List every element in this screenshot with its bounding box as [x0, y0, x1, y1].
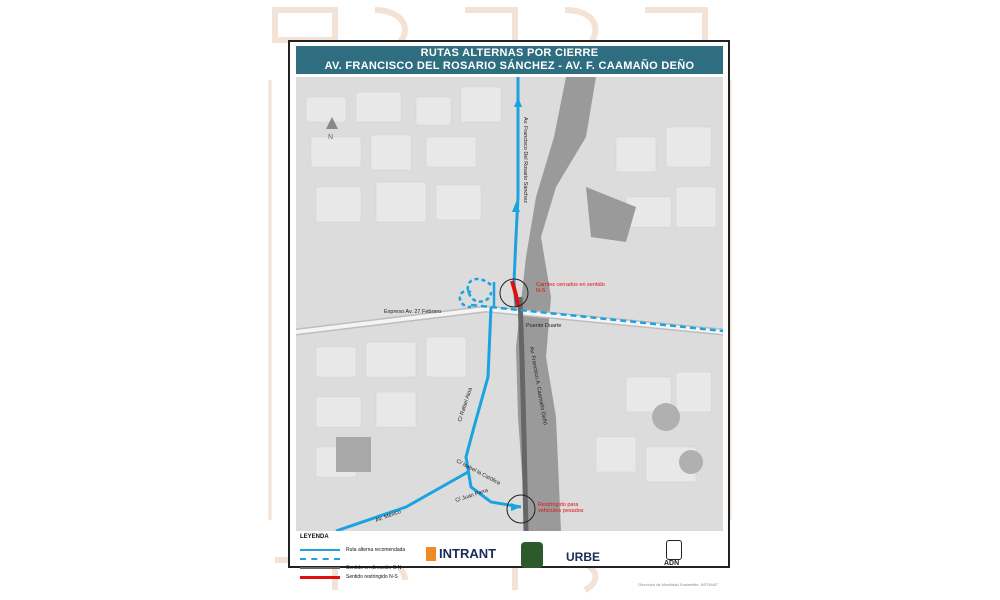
footnote: Dirección de Movilidad Sostenible, INTRANT: [638, 582, 718, 587]
roundabout-area: [652, 403, 680, 431]
legend-item: [300, 573, 398, 581]
street-label-expreso: Expreso Av. 27 Febrero: [384, 309, 442, 315]
map-view: [296, 77, 723, 531]
urbe-logo: URBE: [566, 550, 601, 564]
street-label-francisco-rosario: Av. Francisco Del Rosario Sánchez: [522, 117, 528, 203]
digesett-shield-icon: [521, 542, 543, 568]
legend-title: LEYENDA: [300, 534, 329, 540]
intrant-icon: [426, 547, 436, 561]
header-subtitle: AV. FRANCISCO DEL ROSARIO SÁNCHEZ - AV. F. CAAMAÑO DEÑO: [324, 60, 695, 72]
street-label-caamano: Av. Francisco A. Caamaño Deñó: [528, 346, 548, 426]
logos-bar: [426, 538, 716, 578]
park-area: [336, 437, 371, 472]
adn-logo: ADN: [664, 560, 680, 567]
restricted-label: Restringido para vehículos pesados: [538, 502, 584, 514]
intrant-logo: INTRANT: [426, 546, 496, 561]
legend-label: Sentido en dirección S-N: [346, 565, 402, 571]
legend-label: Ruta alterna recomendada: [346, 547, 406, 553]
legend-swatch-restricted: [300, 576, 340, 579]
map-header: [296, 46, 723, 74]
street-label-juan-parra: C/ Juan Parra: [454, 487, 489, 504]
legend-swatch-route: [300, 549, 340, 551]
route-map-card: [288, 40, 730, 587]
street-label-isabel: C/ Isabel la Católica: [455, 458, 502, 487]
legend-item: [300, 564, 401, 572]
legend-swatch-sn: [300, 567, 340, 569]
closed-lanes-label: Carriles cerrados en sentido N-S: [536, 282, 605, 294]
legend-item: [300, 555, 346, 563]
street-label-mexico: AV. México: [374, 509, 402, 524]
legend-label: Sentido restringido N-S: [346, 574, 398, 580]
legend-item: [300, 546, 405, 554]
street-label-rafael-atoa: C/ Rafael Atoa: [457, 387, 474, 423]
header-title: RUTAS ALTERNAS POR CIERRE: [420, 47, 599, 59]
roundabout-area-2: [679, 450, 703, 474]
legend-swatch-route-dashed: [300, 558, 340, 560]
adn-crest-icon: [666, 540, 682, 560]
north-label: N: [328, 134, 334, 141]
street-label-puente-duarte: Puente Duarte: [526, 323, 562, 329]
